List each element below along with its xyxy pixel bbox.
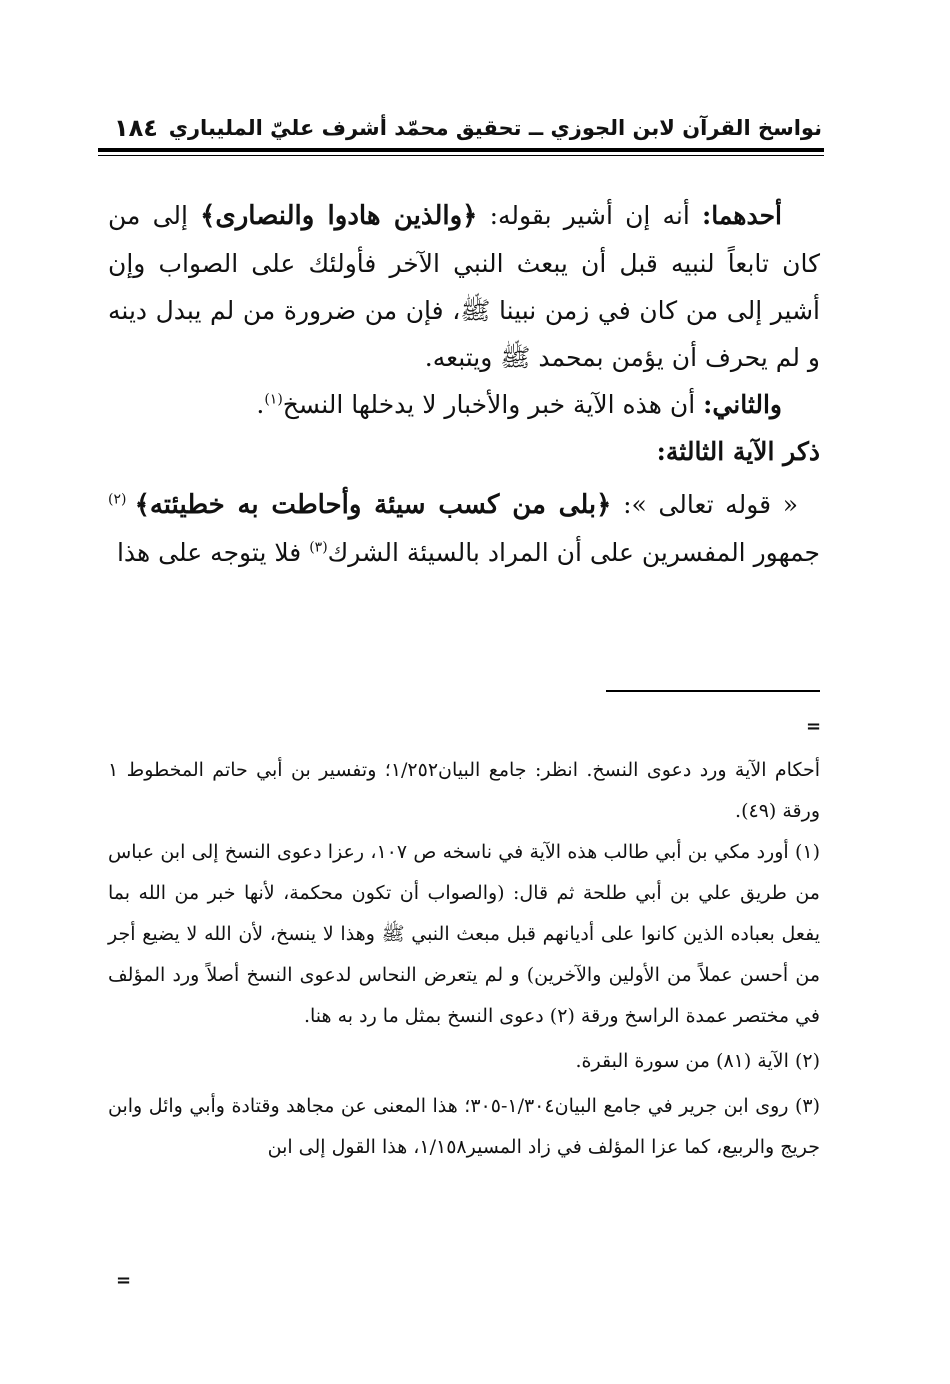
quran-quote: ﴿والذين هادوا والنصارى﴾	[200, 201, 478, 231]
header-rule-thin	[98, 155, 824, 156]
footnote-ref: (٢)	[108, 491, 135, 508]
paragraph-text: إلى من كان تابعاً لنبيه قبل أن يبعث النبي الآخر فأولئك على الصواب وإن أشير إلى من كان في زمن نبينا ﷺ، فإن من ضرورة من لم يبدل دينه و لم يحرف أن يؤمن بمحمد ﷺ ويتبعه.	[108, 201, 820, 372]
paragraph-first-reason	[108, 192, 820, 381]
footnote-separator	[606, 690, 820, 692]
footnote-ref: (٣)	[309, 539, 328, 556]
footnote-ref: (١)	[264, 391, 283, 408]
header-title: نواسخ القرآن لابن الجوزي ــ تحقيق محمّد أشرف عليّ المليباري	[168, 116, 822, 140]
paragraph-second-reason	[108, 381, 820, 428]
footnote-3: (٣) روى ابن جرير في جامع البيان١/٣٠٤-٣٠٥؛ هذا المعنى عن مجاهد وقتادة وأبي وائل وابن جريج والربيع، كما عزا المؤلف في زاد المسير١/١٥٨، هذا القول إلى ابن	[108, 1095, 820, 1158]
page-number: ١٨٤	[114, 114, 158, 142]
footnote-1: (١) أورد مكي بن أبي طالب هذه الآية في ناسخه ص ١٠٧، رعزا دعوى النسخ إلى ابن عباس من طريق علي بن أبي طلحة ثم قال: (والصواب أن تكون محكمة، لأنها خبر من الله بما يفعل بعباده الذين كانوا على أديانهم قبل مبعث النبي ﷺ وهذا لا ينسخ، لأن الله لا يضيع أجر من أحسن عملاً من الأولين والآخرين) و لم يتعرض النحاس لدعوى النسخ أصلاً ورد المؤلف في مختصر عمدة الراسخ ورقة (٢) دعوى النسخ بمثل ما رد به هنا.	[108, 841, 821, 1027]
lead-word: والثاني:	[703, 390, 782, 419]
main-text	[108, 192, 820, 576]
paragraph-text: فلا يتوجه على هذا	[116, 538, 310, 567]
running-header	[100, 112, 822, 146]
paragraph-text: « قوله تعالى »:	[611, 490, 799, 519]
paragraph-text: جمهور المفسرين على أن المراد بالسيئة الشرك	[327, 538, 820, 567]
continuation-mark-bottom: =	[116, 1270, 132, 1291]
paragraph-third-verse	[108, 481, 820, 576]
header-rule-thick	[98, 148, 824, 152]
footnotes	[108, 750, 820, 1168]
paragraph-text: أنه إن أشير بقوله:	[477, 201, 702, 230]
paragraph-text: .	[256, 390, 265, 419]
continuation-mark-top: =	[806, 716, 822, 737]
paragraph-text: أن هذه الآية خبر والأخبار لا يدخلها النسخ	[282, 390, 704, 419]
footnote-2: (٢) الآية (٨١) من سورة البقرة.	[575, 1050, 820, 1072]
section-heading: ذكر الآية الثالثة:	[656, 437, 820, 466]
lead-word: أحدهما:	[702, 201, 783, 230]
footnote-continuation: أحكام الآية ورد دعوى النسخ. انظر: جامع البيان١/٢٥٢؛ وتفسير بن أبي حاتم المخطوط ١ ورقة (٤٩).	[108, 759, 820, 822]
quran-quote: ﴿بلى من كسب سيئة وأحاطت به خطيئته﴾	[134, 490, 612, 520]
